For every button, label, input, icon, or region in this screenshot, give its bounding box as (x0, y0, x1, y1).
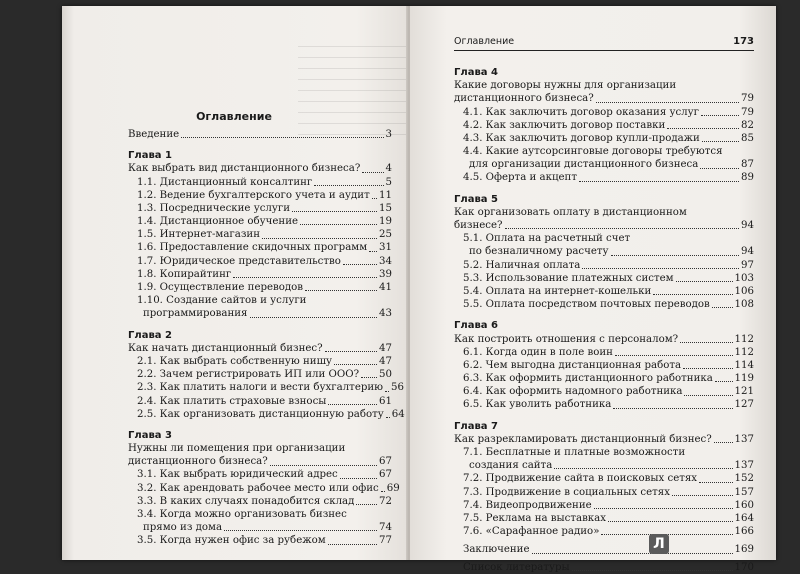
toc-entry-title: 7.2. Продвижение сайта в поисковых сетях (463, 473, 698, 485)
toc-entry (454, 272, 754, 285)
toc-entry (454, 298, 754, 311)
toc-entry (128, 189, 392, 202)
toc-entry (128, 521, 392, 534)
toc-conclusion (454, 543, 754, 556)
chapter-label: Глава 3 (128, 429, 172, 441)
chapter-title-title: дистанционного бизнеса? (128, 456, 268, 468)
dot-leader (532, 553, 733, 554)
toc-entry (128, 281, 392, 294)
toc-entry-page: 112 (734, 346, 754, 358)
toc-entry (128, 228, 392, 241)
toc-entry-line: 5.1. Оплата на расчетный счет (463, 233, 631, 245)
toc-intro-page: 3 (385, 128, 392, 140)
toc-intro (128, 128, 392, 141)
toc-entry-title: 3.1. Как выбрать юридический адрес (137, 469, 338, 481)
dot-leader (262, 238, 377, 239)
toc-entry (454, 346, 754, 359)
toc-entry-page: 106 (734, 285, 754, 297)
dot-leader (314, 185, 383, 186)
dot-leader (233, 277, 377, 278)
dot-leader (361, 377, 377, 378)
toc-entry-title: 2.3. Как платить налоги и вести бухгалтерию (137, 382, 384, 394)
chapter-label: Глава 6 (454, 320, 498, 332)
toc-entry-page: 15 (379, 202, 392, 214)
chapter-title-title: Как разрекламировать дистанционный бизнес? (454, 433, 712, 445)
dot-leader (714, 442, 733, 443)
page-number: 173 (733, 36, 754, 47)
toc-entry (128, 268, 392, 281)
toc-entry-page: 41 (379, 282, 392, 294)
chapter-title-page: 67 (379, 456, 392, 468)
toc-entry-title: 4.1. Как заключить договор оказания услуг (463, 106, 699, 118)
toc-entry-title: для организации дистанционного бизнеса (469, 159, 699, 171)
toc-entry-page: 11 (379, 189, 392, 201)
toc-entry-line: 3.4. Когда можно организовать бизнес (137, 509, 347, 521)
toc-entry-page: 74 (379, 522, 392, 534)
chapter-title-line: Нужны ли помещения при организации (128, 443, 346, 455)
toc-entry (454, 359, 754, 372)
toc-entry-title: 1.2. Ведение бухгалтерского учета и аудит (137, 189, 370, 201)
toc-entry-page: 160 (734, 499, 754, 511)
toc-entry-title: 6.1. Когда один в поле воин (463, 346, 613, 358)
toc-entry-title: 2.1. Как выбрать собственную нишу (137, 355, 333, 367)
toc-entry-page: 157 (734, 486, 754, 498)
chapter-title (454, 219, 754, 232)
toc-entry (454, 119, 754, 132)
toc-entry-title: 4.5. Оферта и акцепт (463, 172, 577, 184)
running-head-title: Оглавление (454, 36, 515, 47)
toc-entry (454, 512, 754, 525)
dot-leader (325, 351, 377, 352)
open-book (62, 6, 776, 573)
toc-entry-title: 2.5. Как организовать дистанционную работу (137, 408, 384, 420)
toc-entry-page: 47 (379, 355, 392, 367)
toc-entry-page: 56 (391, 382, 404, 394)
toc-entry-title: 4.2. Как заключить договор поставки (463, 119, 666, 131)
toc-entry (128, 368, 392, 381)
dot-leader (579, 181, 739, 182)
toc-entry-title: 2.2. Зачем регистрировать ИП или ООО? (137, 369, 360, 381)
chapter-title-page: 47 (379, 342, 392, 354)
toc-entry-title: 1.6. Предоставление скидочных программ (137, 242, 368, 254)
toc-entry (454, 245, 754, 258)
toc-entry-page: 82 (741, 119, 754, 131)
toc-entry-title: по безналичному расчету (469, 246, 609, 258)
toc-entry-page: 97 (741, 259, 754, 271)
toc-entry-title: 6.3. Как оформить дистанционного работника (463, 373, 713, 385)
toc-entry-page: 25 (379, 229, 392, 241)
chapter-title-page: 4 (385, 163, 392, 175)
toc-entry-title: 4.3. Как заключить договор купли-продажи (463, 132, 700, 144)
chapter-label: Глава 5 (454, 193, 498, 205)
toc-entry-page: 77 (379, 535, 392, 547)
toc-bibliography-page: 170 (734, 561, 754, 573)
chapter-title-title: Как начать дистанционный бизнес? (128, 342, 323, 354)
toc-conclusion-page: 169 (734, 544, 754, 556)
dot-leader (700, 168, 739, 169)
dot-leader (715, 381, 733, 382)
toc-entry-page: 67 (379, 469, 392, 481)
dot-leader (667, 128, 739, 129)
toc-entry (454, 525, 754, 538)
dot-leader (356, 504, 377, 505)
toc-entry-line: 7.1. Бесплатные и платные возможности (463, 447, 686, 459)
dot-leader (582, 268, 739, 269)
dot-leader (702, 141, 739, 142)
dot-leader (300, 224, 377, 225)
dot-leader (699, 482, 733, 483)
dot-leader (372, 198, 377, 199)
toc-entry (128, 408, 405, 421)
toc-entry-page: 89 (741, 172, 754, 184)
chapter-label: Глава 1 (128, 150, 172, 162)
toc-entry (454, 172, 754, 185)
chapter-title-line: Какие договоры нужны для организации (454, 80, 677, 92)
dot-leader (672, 495, 733, 496)
toc-entry-title: 1.4. Дистанционное обучение (137, 216, 299, 228)
dot-leader (362, 172, 383, 173)
toc-entry-title: программирования (143, 308, 248, 320)
dot-leader (701, 115, 739, 116)
toc-entry-page: 119 (734, 373, 754, 385)
dot-leader (369, 251, 377, 252)
dot-leader (712, 307, 733, 308)
toc-entry (128, 469, 392, 482)
toc-entry (128, 242, 392, 255)
toc-entry (128, 395, 392, 408)
toc-entry-title: 5.5. Оплата посредством почтовых переводов (463, 299, 710, 311)
toc-entry-page: 121 (734, 386, 754, 398)
toc-entry-page: 19 (379, 216, 392, 228)
toc-entry-line: 4.4. Какие аутсорсинговые договоры требуются (463, 146, 723, 158)
dot-leader (305, 290, 377, 291)
toc-entry-title: 7.5. Реклама на выставках (463, 512, 606, 524)
chapter-title-title: Как построить отношения с персоналом? (454, 333, 679, 345)
toc-entry-page: 61 (379, 395, 392, 407)
chapter-title-page: 137 (734, 433, 754, 445)
toc-entry-page: 164 (734, 512, 754, 524)
toc-entry-page: 103 (734, 272, 754, 284)
toc-entry-title: 3.2. Как арендовать рабочее место или офис (137, 482, 379, 494)
dot-leader (683, 368, 732, 369)
toc-entry (128, 255, 392, 268)
toc-entry-title: 1.5. Интернет-магазин (137, 229, 260, 241)
toc-entry-title: 7.4. Видеопродвижение (463, 499, 592, 511)
toc-entry-page: 39 (379, 268, 392, 280)
toc-entry-title: создания сайта (469, 460, 553, 472)
dot-leader (594, 508, 733, 509)
toc-bibliography-title: Список литературы (463, 561, 570, 573)
toc-entry-page: 79 (741, 106, 754, 118)
chapter-title-page: 112 (734, 333, 754, 345)
chapter-title-title: Как выбрать вид дистанционного бизнеса? (128, 163, 361, 175)
dot-leader (328, 544, 377, 545)
dot-leader (653, 294, 732, 295)
toc-entry-title: 6.2. Чем выгодна дистанционная работа (463, 359, 682, 371)
toc-entry-page: 108 (734, 299, 754, 311)
toc-entry-page: 137 (734, 460, 754, 472)
toc-entry (454, 459, 754, 472)
chapter-title-page: 94 (741, 220, 754, 232)
toc-entry (454, 499, 754, 512)
toc-entry-page: 5 (385, 176, 392, 188)
toc-entry-title: прямо из дома (143, 522, 223, 534)
chapter-title-title: бизнесе? (454, 220, 503, 232)
dot-leader (340, 478, 377, 479)
toc-entry-title: 3.5. Когда нужен офис за рубежом (137, 535, 326, 547)
chapter-title (454, 333, 754, 346)
toc-entry-title: 6.5. Как уволить работника (463, 399, 612, 411)
toc-entry-page: 72 (379, 495, 392, 507)
toc-entry-title: 1.3. Посреднические услуги (137, 202, 290, 214)
chapter-label: Глава 4 (454, 67, 498, 78)
chapter-title-page: 79 (741, 93, 754, 105)
toc-entry-title: 3.3. В каких случаях понадобится склад (137, 495, 355, 507)
dot-leader (680, 342, 732, 343)
toc-entry (454, 259, 754, 272)
toc-entry-title: 5.4. Оплата на интернет-кошельки (463, 285, 652, 297)
toc-entry-title: 2.4. Как платить страховые взносы (137, 395, 327, 407)
dot-leader (270, 465, 377, 466)
toc-entry-title: 5.3. Использование платежных систем (463, 272, 674, 284)
dot-leader (343, 264, 377, 265)
chapter-title (454, 92, 754, 105)
toc-entry-page: 50 (379, 369, 392, 381)
toc-entry-page: 85 (741, 132, 754, 144)
toc-entry (128, 534, 392, 547)
toc-entry-page: 114 (734, 359, 754, 371)
dot-leader (292, 211, 377, 212)
running-head (454, 36, 754, 51)
toc-entry-page: 69 (386, 482, 400, 494)
toc-entry-page: 94 (741, 246, 754, 258)
toc-entry (128, 482, 400, 495)
toc-entry-page: 31 (379, 242, 392, 254)
toc-entry-page: 87 (741, 159, 754, 171)
toc-entry-title: 6.4. Как оформить надомного работника (463, 386, 683, 398)
chapter-title (454, 433, 754, 446)
chapter-title-line: Как организовать оплату в дистанционном (454, 206, 687, 218)
chapter-title (128, 455, 392, 468)
dot-leader (613, 408, 732, 409)
dot-leader (572, 570, 733, 571)
toc-entry (454, 472, 754, 485)
toc-entry-page: 166 (734, 526, 754, 538)
right-toc-column (454, 60, 754, 574)
dot-leader (385, 391, 389, 392)
left-toc-column (128, 128, 405, 548)
toc-heading: Оглавление (196, 110, 272, 123)
toc-entry (454, 385, 754, 398)
toc-entry-title: 1.9. Осуществление переводов (137, 282, 304, 294)
toc-entry-title: 7.3. Продвижение в социальных сетях (463, 486, 670, 498)
dot-leader (224, 530, 377, 531)
toc-conclusion-title: Заключение (463, 544, 530, 556)
dot-leader (608, 521, 733, 522)
toc-entry (128, 355, 392, 368)
toc-entry-line: 1.10. Создание сайтов и услуги (137, 295, 307, 307)
dot-leader (611, 255, 740, 256)
toc-entry (454, 486, 754, 499)
toc-entry-page: 127 (734, 399, 754, 411)
dot-leader (684, 395, 732, 396)
toc-entry (454, 285, 754, 298)
chapter-label: Глава 2 (128, 329, 172, 341)
toc-entry (454, 399, 754, 412)
left-page (62, 6, 408, 560)
toc-entry-page: 64 (391, 408, 405, 420)
toc-entry-title: 1.7. Юридическое представительство (137, 255, 341, 267)
toc-intro-title: Введение (128, 128, 180, 140)
toc-entry (128, 215, 392, 228)
toc-entry-title: 5.2. Наличная оплата (463, 259, 581, 271)
toc-entry (128, 176, 392, 189)
watermark-logo: Л (649, 534, 669, 554)
dot-leader (596, 102, 739, 103)
toc-entry-page: 34 (379, 255, 392, 267)
chapter-label: Глава 7 (454, 420, 498, 432)
dot-leader (334, 364, 377, 365)
dot-leader (328, 404, 377, 405)
toc-entry (128, 202, 392, 215)
toc-entry-title: 7.6. «Сарафанное радио» (463, 526, 600, 538)
dot-leader (381, 491, 385, 492)
toc-bibliography (454, 561, 754, 574)
dot-leader (505, 228, 740, 229)
dot-leader (250, 317, 378, 318)
toc-entry (128, 381, 404, 394)
toc-entry (454, 372, 754, 385)
toc-entry (128, 307, 392, 320)
toc-entry (454, 106, 754, 119)
dot-leader (554, 468, 732, 469)
toc-entry-page: 152 (734, 473, 754, 485)
dot-leader (615, 355, 733, 356)
toc-entry-page: 43 (379, 308, 392, 320)
dot-leader (386, 417, 390, 418)
dot-leader (181, 137, 383, 138)
toc-entry-title: 1.8. Копирайтинг (137, 268, 232, 280)
chapter-title (128, 162, 392, 175)
dot-leader (676, 281, 733, 282)
toc-entry (128, 495, 392, 508)
toc-entry (454, 158, 754, 171)
chapter-title-title: дистанционного бизнеса? (454, 93, 594, 105)
right-page (410, 6, 776, 573)
toc-entry (454, 132, 754, 145)
toc-entry-title: 1.1. Дистанционный консалтинг (137, 176, 313, 188)
chapter-title (128, 342, 392, 355)
